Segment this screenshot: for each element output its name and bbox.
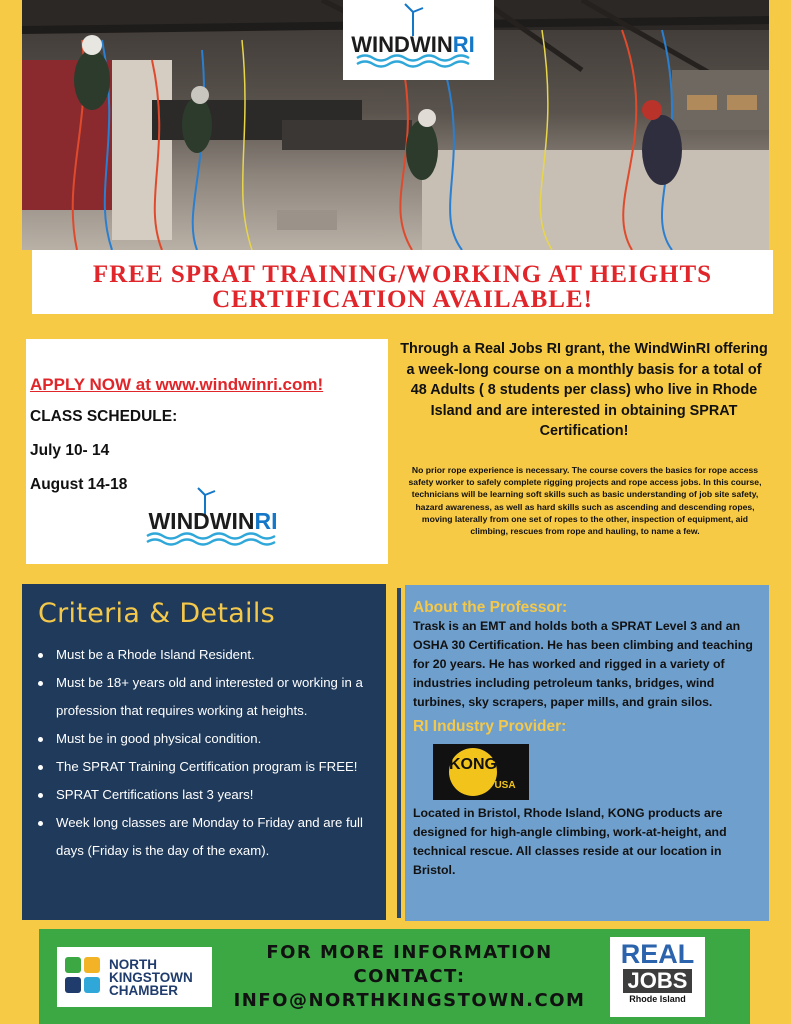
kong-logo-text: KONG <box>449 756 497 773</box>
provider-heading: RI Industry Provider: <box>413 718 567 735</box>
criteria-item: Must be a Rhode Island Resident. <box>38 641 386 669</box>
contact-label: CONTACT: <box>353 966 466 987</box>
criteria-item: Must be 18+ years old and interested or working in a profession that requires working at heights. <box>38 669 386 725</box>
contact-email[interactable]: INFO@NORTHKINGSTOWN.COM <box>233 990 586 1011</box>
logo-win: WIN <box>409 32 453 57</box>
criteria-item: Must be in good physical condition. <box>38 725 386 753</box>
chamber-icon-grid <box>65 957 101 997</box>
professor-heading: About the Professor: <box>413 599 568 616</box>
panel-divider <box>397 588 401 918</box>
rj-jobs: JOBS <box>623 969 693 993</box>
criteria-item: The SPRAT Training Certification program is FREE! <box>38 753 386 781</box>
professor-bio: Trask is an EMT and holds both a SPRAT Level 3 and an OSHA 30 Certification. He has been climbing and teaching for 20 years. He has worked and rigged in a variety of industries including petroleum tanks, bridges, wind turbines, sky scrapers, paper mills, and grain silos. <box>413 619 753 709</box>
kong-logo-sub: USA <box>494 780 516 791</box>
contact-heading: FOR MORE INFORMATION <box>266 942 553 963</box>
svg-text:WINDWINRI <box>148 508 277 534</box>
real-jobs-ri-logo <box>610 937 705 1017</box>
title-line-1: FREE SPRAT TRAINING/WORKING AT HEIGHTS <box>92 261 713 288</box>
windwinri-logo-bottom <box>143 487 283 547</box>
criteria-panel <box>22 584 386 920</box>
grant-description: Through a Real Jobs RI grant, the WindWinRI offering a week-long course on a monthly basis for a total of 48 Adults ( 8 students per class) who live in Rhode Island and are interested in obtaining SPRAT Certification! <box>400 341 768 439</box>
logo-ri: RI <box>254 508 278 534</box>
kong-logo <box>433 744 529 800</box>
logo-ri: RI <box>452 32 475 57</box>
logo-win: WIN <box>209 508 255 534</box>
windwinri-logo-top <box>343 0 494 80</box>
logo-wind: WIND <box>351 32 410 57</box>
footer <box>39 929 750 1024</box>
professor-panel <box>405 585 769 921</box>
course-details: No prior rope experience is necessary. The course covers the basics for rope access safety worker to safely complete rigging projects and rope access jobs. In this course, technicians will be learning soft skills such as basic understanding of job site safety, hazard awareness, as well as hard skills such as ascending and descending ropes, moving laterally from one set of ropes to the other, inspection of equipment, aid climbing, rescues from rope and hauling, to name a few. <box>408 465 762 537</box>
apply-now-link[interactable]: APPLY NOW at www.windwinri.com! <box>30 375 324 394</box>
north-kingstown-chamber-logo <box>57 947 212 1007</box>
criteria-title: Criteria & Details <box>38 598 276 629</box>
class-date-july: July 10- 14 <box>30 442 110 459</box>
apply-box <box>26 339 388 564</box>
nk-logo-line: KINGSTOWN <box>109 969 193 985</box>
svg-text:WINDWINRI <box>351 32 474 57</box>
title-banner <box>32 250 773 314</box>
rj-real: REAL <box>620 939 695 969</box>
class-schedule-label: CLASS SCHEDULE: <box>30 408 178 425</box>
criteria-item: Week long classes are Monday to Friday and are full days (Friday is the day of the exam). <box>38 809 386 865</box>
class-date-august: August 14-18 <box>30 476 128 493</box>
hero-photo <box>22 0 769 250</box>
criteria-item: SPRAT Certifications last 3 years! <box>38 781 386 809</box>
nk-logo-line: CHAMBER <box>109 982 178 998</box>
title-line-2: CERTIFICATION AVAILABLE! <box>212 286 593 313</box>
contact-info <box>222 941 597 1013</box>
nk-logo-line: NORTH <box>109 956 157 972</box>
rj-state: Rhode Island <box>629 994 686 1004</box>
criteria-list <box>38 641 386 865</box>
provider-description: Located in Bristol, Rhode Island, KONG products are designed for high-angle climbing, work-at-height, and technical rescue. All classes reside at our location in Bristol. <box>413 806 727 877</box>
logo-wind: WIND <box>148 508 210 534</box>
